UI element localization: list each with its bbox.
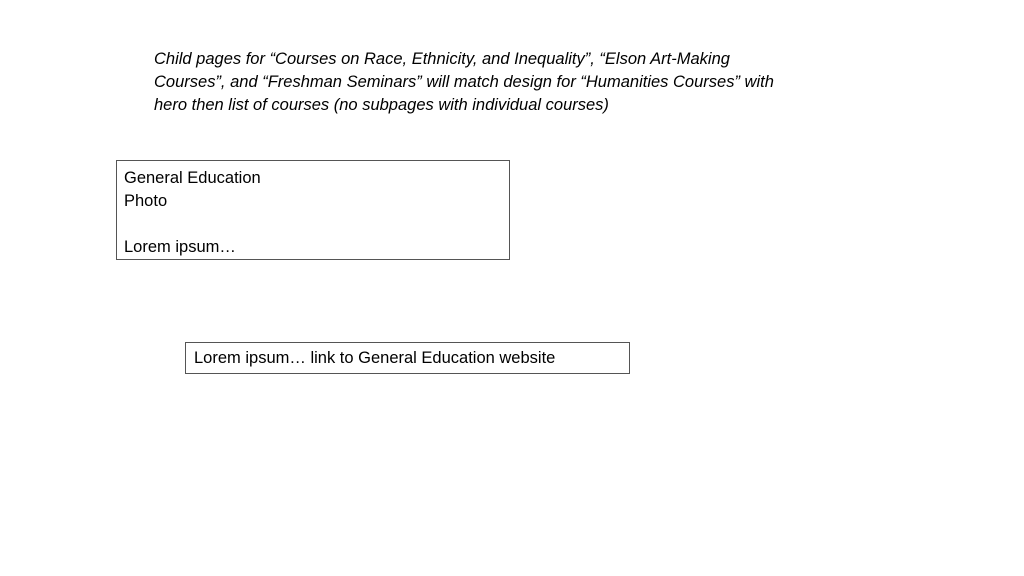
hero-photo-placeholder: Photo bbox=[124, 192, 168, 210]
design-note-line: Courses”, and “Freshman Seminars” will match design for “Humanities Courses” with bbox=[154, 73, 774, 91]
design-note bbox=[154, 48, 826, 117]
gen-ed-link-box[interactable] bbox=[185, 342, 630, 374]
hero-body-text: Lorem ipsum… bbox=[124, 238, 236, 256]
hero-spacer bbox=[124, 213, 502, 236]
hero-title: General Education bbox=[124, 169, 261, 187]
hero-placeholder-box bbox=[116, 160, 510, 260]
design-note-line: Child pages for “Courses on Race, Ethnicity, and Inequality”, “Elson Art-Making bbox=[154, 50, 730, 68]
design-note-line: hero then list of courses (no subpages with individual courses) bbox=[154, 96, 609, 114]
gen-ed-link-text[interactable]: Lorem ipsum… link to General Education website bbox=[194, 349, 556, 367]
